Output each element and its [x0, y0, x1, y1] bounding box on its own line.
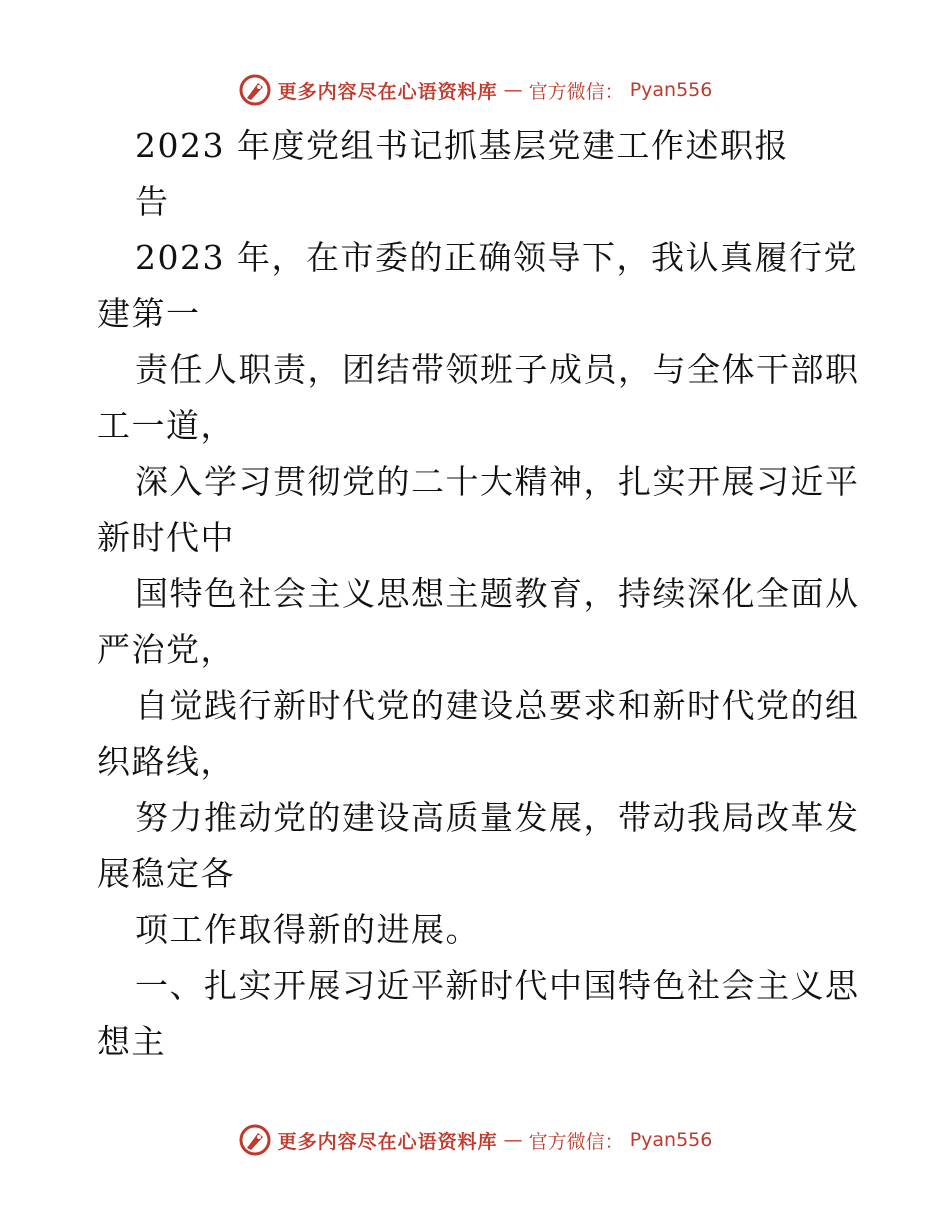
header-site-text: 更多内容尽在心语资料库: [277, 80, 498, 103]
header-wechat-id: Pyan556: [629, 79, 713, 101]
paragraph-line: 深入学习贯彻党的二十大精神，扎实开展习近平: [135, 462, 860, 501]
footer-wechat-id: Pyan556: [629, 1129, 713, 1151]
pen-nib-circle-icon: [238, 1123, 272, 1157]
footer-wechat-label: 官方微信：: [528, 1130, 624, 1153]
paragraph-line: 展稳定各: [97, 854, 235, 893]
paragraph-line: 织路线，: [97, 742, 235, 781]
section-heading-line: 想主: [97, 1022, 166, 1061]
document-title-line-1: 2023 年度党组书记抓基层党建工作述职报: [135, 126, 789, 165]
paragraph-line: 建第一: [97, 294, 201, 333]
paragraph-line: 工一道，: [97, 406, 235, 445]
pen-nib-circle-icon: [238, 73, 272, 107]
paragraph-line: 2023 年，在市委的正确领导下，我认真履行党: [135, 238, 858, 277]
paragraph-line: 严治党，: [97, 630, 235, 669]
footer-site-text: 更多内容尽在心语资料库: [277, 1130, 498, 1153]
paragraph-line: 责任人职责，团结带领班子成员，与全体干部职: [135, 350, 860, 389]
document-title-line-2: 告: [135, 182, 170, 221]
section-heading-line: 一、扎实开展习近平新时代中国特色社会主义思: [135, 966, 860, 1005]
paragraph-line: 新时代中: [97, 518, 235, 557]
paragraph-line: 项工作取得新的进展。: [135, 910, 480, 949]
header-banner: [0, 70, 950, 110]
paragraph-line: 国特色社会主义思想主题教育，持续深化全面从: [135, 574, 860, 613]
paragraph-line: 努力推动党的建设高质量发展，带动我局改革发: [135, 798, 860, 837]
header-separator: —: [503, 79, 523, 101]
document-body: [0, 118, 950, 1070]
paragraph-line: 自觉践行新时代党的建设总要求和新时代党的组: [135, 686, 860, 725]
footer-separator: —: [503, 1129, 523, 1151]
footer-banner: [0, 1120, 950, 1160]
header-wechat-label: 官方微信：: [528, 80, 624, 103]
